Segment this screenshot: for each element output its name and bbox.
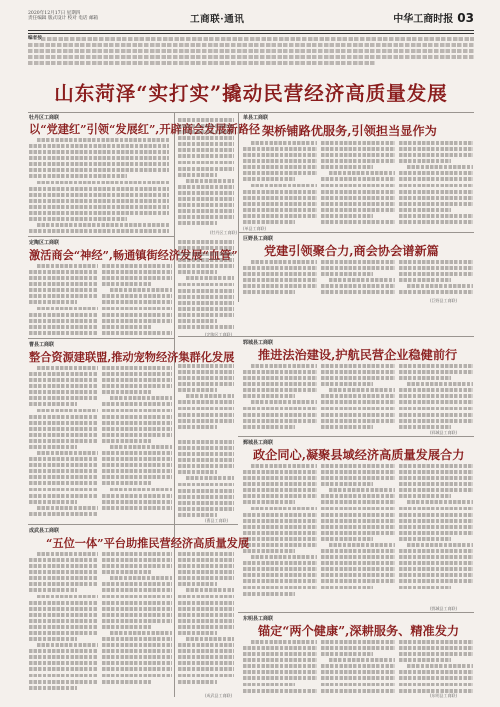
header-rule-thin	[28, 33, 474, 34]
section-rule	[28, 524, 238, 525]
article-body	[102, 264, 172, 336]
article-body-continued	[178, 118, 234, 234]
article-body	[321, 260, 395, 302]
article-body	[399, 464, 473, 610]
article-body	[102, 366, 172, 522]
column-divider	[174, 112, 175, 697]
section-title: 工商联·通讯	[190, 14, 245, 25]
section-rule	[238, 436, 474, 437]
article-kicker: 定陶区工商联	[29, 240, 60, 246]
article-body	[29, 366, 98, 522]
article-body	[29, 138, 169, 234]
article-body	[321, 640, 395, 697]
article-body	[178, 364, 234, 434]
issue-date: 2020年12月17日 星期四	[28, 11, 81, 16]
article-body	[321, 364, 395, 434]
section-rule	[238, 232, 474, 233]
section-rule	[28, 236, 174, 237]
banner-headline: 山东菏泽“实打实”撬动民营经济高质量发展	[54, 82, 448, 105]
issue-info	[28, 11, 98, 22]
article-body	[29, 552, 98, 697]
article-credit: (巨野县工商联)	[430, 298, 458, 303]
article-body	[178, 552, 234, 697]
article-credit: (定陶区工商联)	[205, 332, 233, 337]
article-body	[321, 141, 395, 229]
section-rule	[178, 336, 474, 337]
article-kicker: 牡丹区工商联	[29, 115, 60, 121]
article-credit: (鄄城县工商联)	[430, 606, 458, 611]
article-body	[399, 260, 473, 302]
article-title: “五位一体”平台助推民营经济高质量发展	[46, 536, 250, 550]
article-credit: (东明县工商联)	[430, 693, 458, 698]
section-rule	[28, 338, 174, 339]
article-body	[243, 364, 317, 434]
article-title: 党建引领聚合力,商会协会谱新篇	[264, 244, 439, 258]
editor-note-label: 编者按	[28, 36, 42, 41]
header-rule	[28, 30, 474, 31]
article-credit: (牡丹区工商联)	[210, 230, 238, 235]
article-credit: (郓城县工商联)	[430, 430, 458, 435]
page-number: 03	[457, 11, 474, 25]
article-credit: (成武县工商联)	[205, 693, 233, 698]
column-divider	[238, 112, 239, 302]
editor-note	[28, 35, 474, 72]
article-body	[102, 552, 172, 697]
article-body-continued	[178, 240, 234, 336]
page-header	[28, 11, 474, 25]
article-kicker: 巨野县工商联	[243, 236, 274, 242]
article-body	[29, 264, 98, 336]
article-body	[399, 640, 473, 697]
article-kicker: 鄄城县工商联	[243, 440, 274, 446]
article-body	[399, 364, 473, 434]
article-title: 锚定“两个健康”,深耕服务、精准发力	[258, 624, 460, 638]
article-body	[243, 640, 317, 697]
section-rule	[238, 612, 474, 613]
article-kicker: 曹县工商联	[29, 342, 55, 348]
article-title: 整合资源建联盟,推动宠物经济集群化发展	[29, 350, 235, 364]
article-kicker: 单县工商联	[243, 115, 269, 121]
article-credit: (单县工商联)	[243, 226, 267, 231]
section-rule	[28, 112, 474, 113]
masthead	[393, 10, 474, 25]
paper-name: 中华工商时报	[393, 14, 454, 25]
article-title: 激活商会“神经”,畅通镇街经济发展“血管”	[29, 248, 238, 262]
issue-editors: 责任编辑 版式设计 校对 电话 邮箱	[28, 16, 99, 22]
article-body	[399, 141, 473, 229]
article-kicker: 郓城县工商联	[243, 340, 274, 346]
article-body	[243, 464, 317, 610]
article-body	[243, 141, 317, 229]
article-title: 推进法治建设,护航民营企业稳健前行	[258, 348, 458, 362]
article-body-continued	[178, 440, 234, 522]
article-kicker: 东明县工商联	[243, 616, 274, 622]
article-kicker: 成武县工商联	[29, 528, 60, 534]
article-credit: (曹县工商联)	[205, 518, 229, 523]
article-title: 政企同心,凝聚县域经济高质量发展合力	[253, 448, 465, 462]
article-body	[321, 464, 395, 610]
article-title: 以“党建红”引领“发展红”,开辟商会发展新路径	[29, 122, 261, 136]
article-title: 架桥铺路优服务,引领担当显作为	[262, 124, 437, 138]
article-body	[243, 260, 317, 302]
